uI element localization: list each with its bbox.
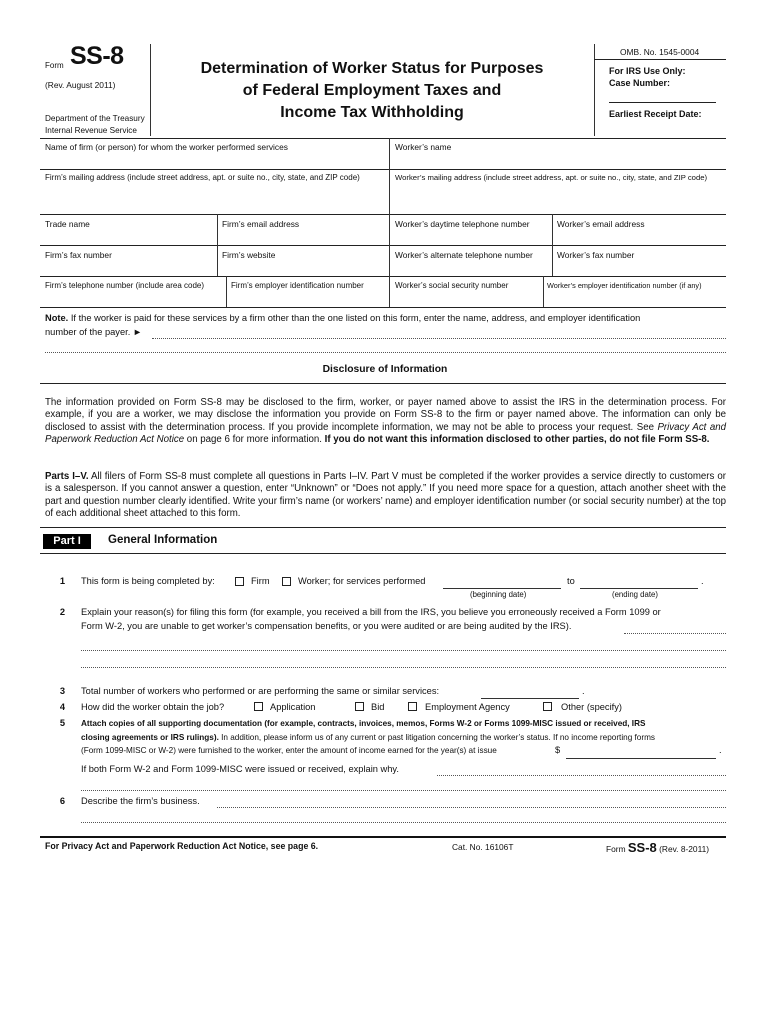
- disclosure-heading: Disclosure of Information: [322, 364, 448, 375]
- q1-beginning-date-input[interactable]: [443, 575, 561, 588]
- q1-worker-label: Worker; for services performed: [298, 576, 426, 586]
- q5-income-amount-input[interactable]: [566, 745, 714, 757]
- q2-line1: Explain your reason(s) for filing this form (for example, you received a bill from the IRS, you believe you erroneously received a Form 1099 or: [81, 607, 661, 617]
- q1-to-label: to: [567, 576, 575, 586]
- q1-beginning-caption: (beginning date): [470, 590, 527, 599]
- q4-bid-checkbox[interactable]: [355, 702, 364, 711]
- worker-name-label: Worker’s name: [395, 142, 452, 152]
- agency-name: Internal Revenue Service: [45, 126, 137, 135]
- worker-fax-label: Worker’s fax number: [557, 250, 635, 260]
- form-label: Form: [45, 61, 64, 70]
- firm-email-input[interactable]: [222, 230, 385, 243]
- worker-address-input[interactable]: [395, 188, 723, 212]
- firm-name-input[interactable]: [45, 154, 385, 167]
- worker-fax-input[interactable]: [557, 261, 723, 274]
- q1-text: This form is being completed by:: [81, 576, 215, 586]
- payer-note: Note. If the worker is paid for these services by a firm other than the one listed on this form, enter the name, address, and employer identification: [45, 313, 641, 323]
- firm-fax-label: Firm’s fax number: [45, 250, 112, 260]
- q6-business-input[interactable]: [217, 795, 722, 807]
- q6-business-input-2[interactable]: [81, 810, 721, 822]
- q4-text: How did the worker obtain the job?: [81, 702, 225, 712]
- payer-info-input[interactable]: [152, 325, 722, 338]
- q1-firm-checkbox[interactable]: [235, 577, 244, 586]
- firm-name-label: Name of firm (or person) for whom the worker performed services: [45, 142, 288, 152]
- firm-fax-input[interactable]: [45, 261, 213, 274]
- firm-phone-label: Firm’s telephone number (include area code): [45, 281, 205, 290]
- firm-website-input[interactable]: [222, 261, 385, 274]
- q4-application-checkbox[interactable]: [254, 702, 263, 711]
- worker-ssn-label: Worker’s social security number: [395, 281, 509, 290]
- disclosure-text: The information provided on Form SS-8 may be disclosed to the firm, worker, or payer named above to assist the IRS in the determination process. For example, if you are a worker, we may disclose the information you provide on Form SS-8 to the firm or payer named above. The information can only be disclosed to assist with the determination process. If you provide incomplete information, we may not be able to process your request. See Privacy Act and Paperwork Reduction Act Notice on page 6 for more information. If you do not want this information disclosed to other parties, do not file Form SS-8.: [45, 397, 726, 445]
- earliest-receipt-label: Earliest Receipt Date:: [609, 109, 702, 119]
- q4-number: 4: [59, 702, 65, 712]
- q4-agency-label: Employment Agency: [425, 702, 510, 712]
- q2-number: 2: [59, 607, 65, 617]
- payer-info-input-2[interactable]: [45, 340, 721, 352]
- q6-text: Describe the firm’s business.: [81, 796, 200, 806]
- part-1-title: General Information: [108, 534, 218, 546]
- q4-other-checkbox[interactable]: [543, 702, 552, 711]
- firm-ein-label: Firm’s employer identification number: [231, 281, 364, 290]
- q4-application-label: Application: [270, 702, 316, 712]
- worker-day-phone-input[interactable]: [395, 230, 548, 243]
- q5-line3: (Form 1099-MISC or W-2) were furnished to the worker, enter the amount of income earned for the year(s) at issue: [81, 746, 497, 755]
- worker-address-label: Worker’s mailing address (include street address, apt. or suite no., city, state, and ZIP code): [395, 173, 708, 182]
- q4-agency-checkbox[interactable]: [408, 702, 417, 711]
- q5-number: 5: [59, 718, 65, 728]
- q3-workers-count-input[interactable]: [481, 685, 579, 698]
- q5-dollar-sign: $: [555, 745, 561, 755]
- parts-instructions: Parts I–V. All filers of Form SS-8 must complete all questions in Parts I–IV. Part V must be completed if the worker provides a service directly to customers or is a salesperson. If you cannot answer a question, enter “Unknown” or “Does not apply.” If you need more space for a question, attach another sheet with the part and question number clearly identified. Write your firm’s name (or workers’ name) and employer identification number (or social security number) at the top of each additional sheet attached to this form.: [45, 471, 726, 519]
- firm-address-label: Firm’s mailing address (include street address, apt. or suite no., city, state, and ZIP code): [45, 173, 360, 182]
- case-number-input[interactable]: [609, 89, 719, 101]
- q1-number: 1: [59, 576, 65, 586]
- worker-alt-phone-input[interactable]: [395, 261, 548, 274]
- firm-email-label: Firm’s email address: [222, 219, 300, 229]
- q5-line4: If both Form W-2 and Form 1099-MISC were issued or received, explain why.: [81, 764, 399, 774]
- part-1-badge: Part I: [43, 534, 91, 549]
- firm-ein-input[interactable]: [231, 292, 385, 305]
- q5-explain-input[interactable]: [437, 763, 723, 775]
- q3-number: 3: [59, 686, 65, 696]
- q5-explain-input-2[interactable]: [81, 778, 721, 790]
- q4-other-label: Other (specify): [561, 702, 622, 712]
- privacy-notice: For Privacy Act and Paperwork Reduction Act Notice, see page 6.: [45, 841, 319, 851]
- q1-period: .: [701, 576, 704, 586]
- q2-answer-input-3[interactable]: [81, 654, 721, 667]
- footer-form-id: Form SS-8 (Rev. 8-2011): [606, 840, 710, 855]
- q4-bid-label: Bid: [371, 702, 385, 712]
- worker-ssn-input[interactable]: [395, 292, 539, 305]
- catalog-number: Cat. No. 16106T: [452, 842, 514, 852]
- q3-period: .: [582, 686, 585, 696]
- form-title: Determination of Worker Status for Purposes of Federal Employment Taxes and Income Tax Withholding: [200, 60, 544, 121]
- trade-name-label: Trade name: [45, 219, 90, 229]
- q2-line2: Form W-2, you are unable to get worker’s compensation benefits, or you were audited or are being audited by the IRS).: [81, 621, 572, 631]
- q2-answer-input-2[interactable]: [81, 637, 721, 650]
- firm-website-label: Firm’s website: [222, 250, 276, 260]
- worker-email-input[interactable]: [557, 230, 723, 243]
- firm-address-input[interactable]: [45, 188, 385, 212]
- payer-note-line2: number of the payer. ►: [45, 327, 143, 337]
- q5-bold-line1: Attach copies of all supporting documentation (for example, contracts, invoices, memos, Forms W-2 or Forms 1099-MISC issued or received, IRS: [81, 719, 646, 728]
- irs-use-only: For IRS Use Only:: [609, 66, 686, 76]
- worker-name-input[interactable]: [395, 154, 723, 167]
- worker-ein-input[interactable]: [547, 292, 723, 305]
- worker-ein-label: Worker’s employer identification number (if any): [547, 281, 702, 290]
- q6-number: 6: [59, 796, 65, 806]
- department-name: Department of the Treasury: [45, 114, 145, 123]
- firm-phone-input[interactable]: [45, 292, 223, 305]
- worker-email-label: Worker’s email address: [557, 219, 645, 229]
- q1-firm-label: Firm: [251, 576, 270, 586]
- worker-alt-phone-label: Worker’s alternate telephone number: [395, 250, 533, 260]
- q1-worker-checkbox[interactable]: [282, 577, 291, 586]
- q5-line2: closing agreements or IRS rulings). In addition, please inform us of any current or past litigation concerning the worker’s status. If no income reporting forms: [81, 733, 655, 742]
- q2-answer-input[interactable]: [624, 620, 724, 633]
- q1-ending-caption: (ending date): [612, 590, 658, 599]
- worker-day-phone-label: Worker’s daytime telephone number: [395, 219, 530, 229]
- trade-name-input[interactable]: [45, 230, 213, 243]
- q3-text: Total number of workers who performed or are performing the same or similar services:: [81, 686, 440, 696]
- q1-ending-date-input[interactable]: [580, 575, 698, 588]
- q5-period: .: [719, 745, 722, 755]
- omb-number: OMB. No. 1545-0004: [620, 47, 700, 57]
- case-number-label: Case Number:: [609, 78, 671, 88]
- revision-date: (Rev. August 2011): [45, 80, 116, 90]
- form-number: SS-8: [70, 42, 124, 70]
